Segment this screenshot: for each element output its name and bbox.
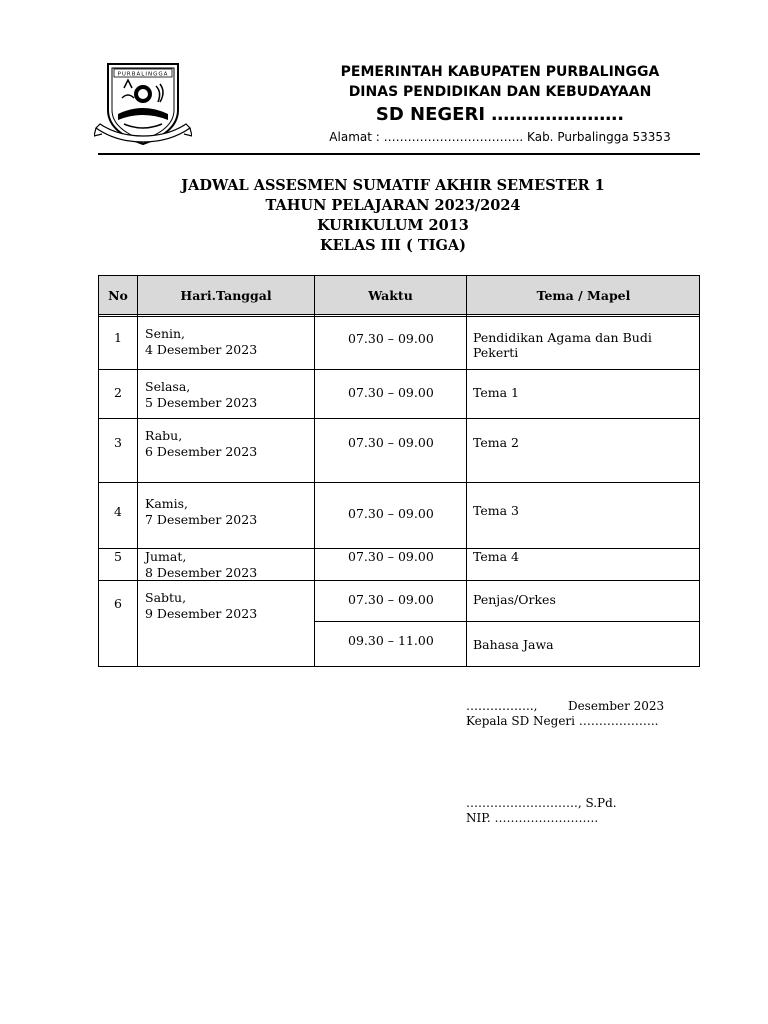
header-time: Waktu [368,288,413,303]
row-date: 7 Desember 2023 [145,512,258,527]
header-subject: Tema / Mapel [536,288,631,303]
row-number: 3 [114,435,122,450]
row-date: 5 Desember 2023 [145,395,258,410]
row-subject: Tema 1 [473,385,519,400]
row-divider [98,314,700,315]
row-number: 5 [114,549,122,564]
header-day-date: Hari.Tanggal [180,288,272,303]
header-no: No [108,288,128,303]
signature-nip: NIP. …………………….. [466,811,599,825]
row-subject: Tema 3 [473,503,519,518]
academic-year: TAHUN PELAJARAN 2023/2024 [265,197,521,214]
row-time: 07.30 – 09.00 [348,385,434,400]
signature-role: Kepala SD Negeri ……………….. [466,714,659,728]
row-day: Rabu, [145,428,183,443]
class-level: KELAS III ( TIGA) [320,237,466,254]
row-divider [98,580,700,581]
curriculum: KURIKULUM 2013 [317,217,469,234]
row-day: Senin, [145,326,186,341]
signature-name: ………………………., S.Pd. [466,796,617,810]
row-number: 2 [114,385,122,400]
row-divider [314,621,700,622]
row-time: 07.30 – 09.00 [348,549,434,564]
row-date: 9 Desember 2023 [145,606,258,621]
row-subject: Tema 2 [473,435,519,450]
row-subject: Tema 4 [473,549,519,564]
row-date: 8 Desember 2023 [145,565,258,580]
row-number: 6 [114,596,122,611]
column-divider [137,275,138,667]
row-day: Sabtu, [145,590,187,605]
row-divider [98,482,700,483]
row-subject-second-session: Bahasa Jawa [473,637,554,652]
row-number: 4 [114,504,122,519]
school-address: Alamat : …………………………….. Kab. Purbalingga 53353 [329,130,671,144]
row-day: Selasa, [145,379,191,394]
row-time-second-session: 09.30 – 11.00 [348,633,434,648]
row-day: Jumat, [145,549,187,564]
row-date: 4 Desember 2023 [145,342,258,357]
column-divider [314,275,315,667]
column-divider [466,275,467,667]
row-date: 6 Desember 2023 [145,444,258,459]
row-time: 07.30 – 09.00 [348,331,434,346]
letterhead-divider [98,153,700,155]
row-time: 07.30 – 09.00 [348,506,434,521]
signature-place-date: …………….., Desember 2023 [466,699,665,713]
row-subject-continued: Pekerti [473,345,519,360]
row-divider [98,316,700,317]
row-number: 1 [114,330,122,345]
row-time: 07.30 – 09.00 [348,435,434,450]
government-name: PEMERINTAH KABUPATEN PURBALINGGA [340,64,660,80]
department-name: DINAS PENDIDIKAN DAN KEBUDAYAAN [348,84,652,100]
row-subject: Penjas/Orkes [473,592,556,607]
regency-emblem-logo [94,58,192,150]
emblem-text: PURBALINGGA [117,71,169,78]
row-day: Kamis, [145,496,189,511]
row-divider [98,418,700,419]
row-time: 07.30 – 09.00 [348,592,434,607]
row-subject: Pendidikan Agama dan Budi [473,330,652,345]
document-title: JADWAL ASSESMEN SUMATIF AKHIR SEMESTER 1 [181,177,605,194]
row-divider [98,369,700,370]
school-name: SD NEGERI …………………. [375,104,625,125]
